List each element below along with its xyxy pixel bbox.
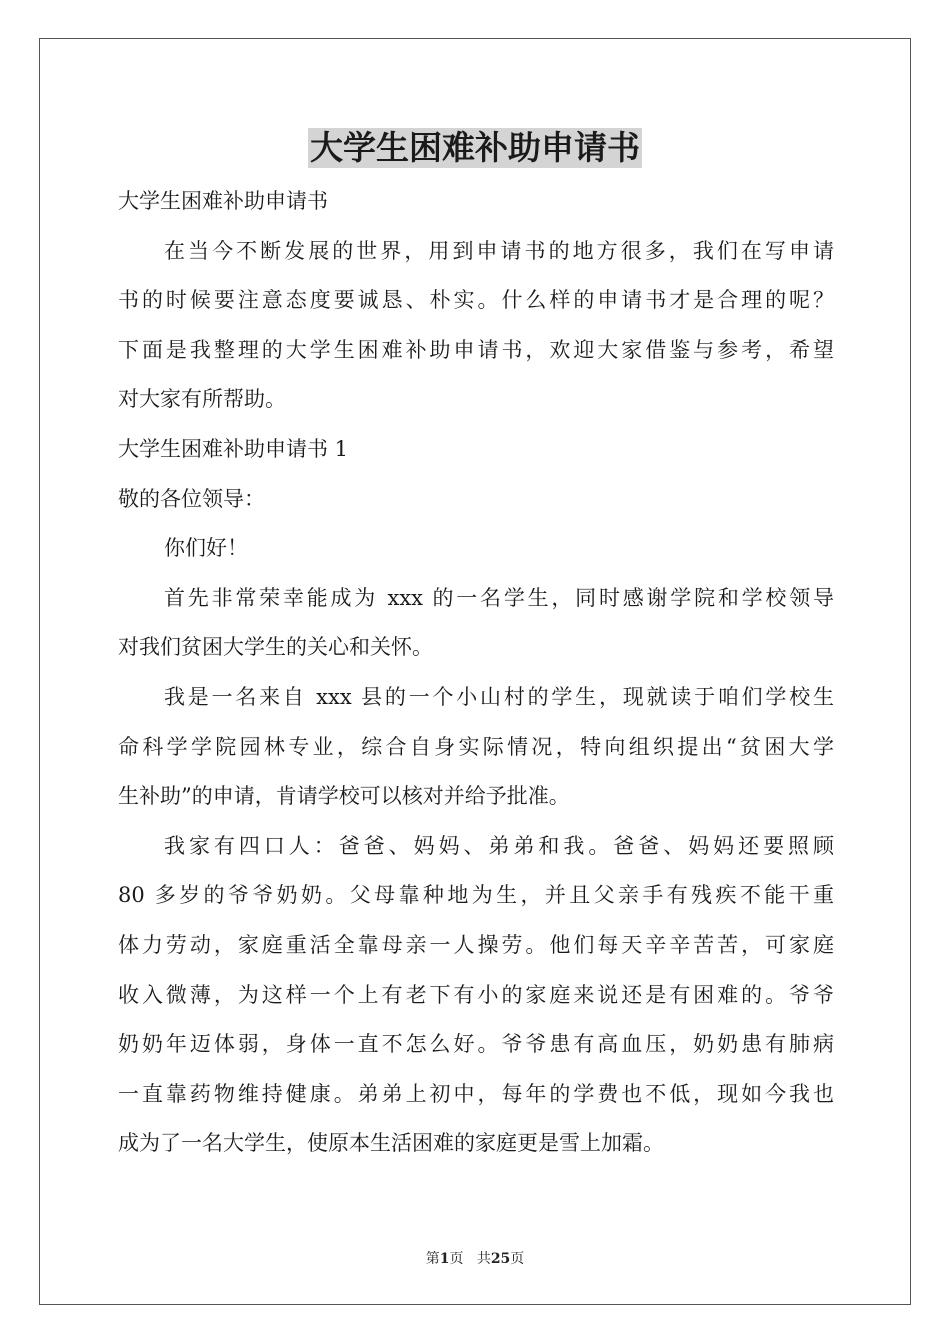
text-line: 大学生困难补助申请书 1 — [118, 436, 349, 461]
text-line: 在当今不断发展的世界，用到申请书的地方很多，我们在写申请 — [164, 238, 834, 263]
title-container — [0, 128, 950, 168]
text-line: 你们好！ — [164, 536, 248, 561]
text-line: 我是一名来自 xxx 县的一个小山村的学生，现就读于咱们学校生 — [164, 684, 834, 709]
text-line: 大学生困难补助申请书 — [118, 189, 328, 213]
page-suffix: 页 — [449, 1251, 464, 1267]
text-line: 首先非常荣幸能成为 xxx 的一名学生，同时感谢学院和学校领导 — [164, 585, 834, 610]
total-prefix: 共 — [476, 1251, 491, 1267]
text-line: 体力劳动，家庭重活全靠母亲一人操劳。他们每天辛辛苦苦，可家庭 — [118, 932, 834, 957]
document-body — [118, 177, 834, 1169]
text-line: 一直靠药物维持健康。弟弟上初中，每年的学费也不低，现如今我也 — [118, 1081, 834, 1106]
text-line: 收入微薄，为这样一个上有老下有小的家庭来说还是有困难的。爷爷 — [118, 982, 834, 1007]
text-line: 命科学学院园林专业，综合自身实际情况，特向组织提出“贫困大学 — [118, 734, 834, 759]
text-line: 80 多岁的爷爷奶奶。父母靠种地为生，并且父亲手有残疾不能干重 — [118, 883, 834, 908]
text-line: 我家有四口人：爸爸、妈妈、弟弟和我。爸爸、妈妈还要照顾 — [164, 833, 834, 858]
text-line: 生补助”的申请，肯请学校可以核对并给予批准。 — [118, 784, 570, 809]
text-line: 书的时候要注意态度要诚恳、朴实。什么样的申请书才是合理的呢？ — [118, 288, 834, 313]
total-pages: 25 — [490, 1251, 511, 1267]
page-prefix: 第 — [425, 1251, 440, 1267]
document-title: 大学生困难补助申请书 — [310, 128, 640, 167]
text-line: 下面是我整理的大学生困难补助申请书，欢迎大家借鉴与参考，希望 — [118, 337, 834, 362]
text-line: 奶奶年迈体弱，身体一直不怎么好。爷爷患有高血压，奶奶患有肺病 — [118, 1032, 834, 1057]
page-number: 1 — [439, 1251, 450, 1267]
text-line: 敬的各位领导： — [118, 486, 265, 511]
page-footer — [0, 1248, 950, 1268]
text-line: 对大家有所帮助。 — [118, 387, 286, 412]
text-line: 成为了一名大学生，使原本生活困难的家庭更是雪上加霜。 — [118, 1131, 664, 1156]
total-suffix: 页 — [510, 1251, 525, 1267]
text-line: 对我们贫困大学生的关心和关怀。 — [118, 635, 433, 660]
